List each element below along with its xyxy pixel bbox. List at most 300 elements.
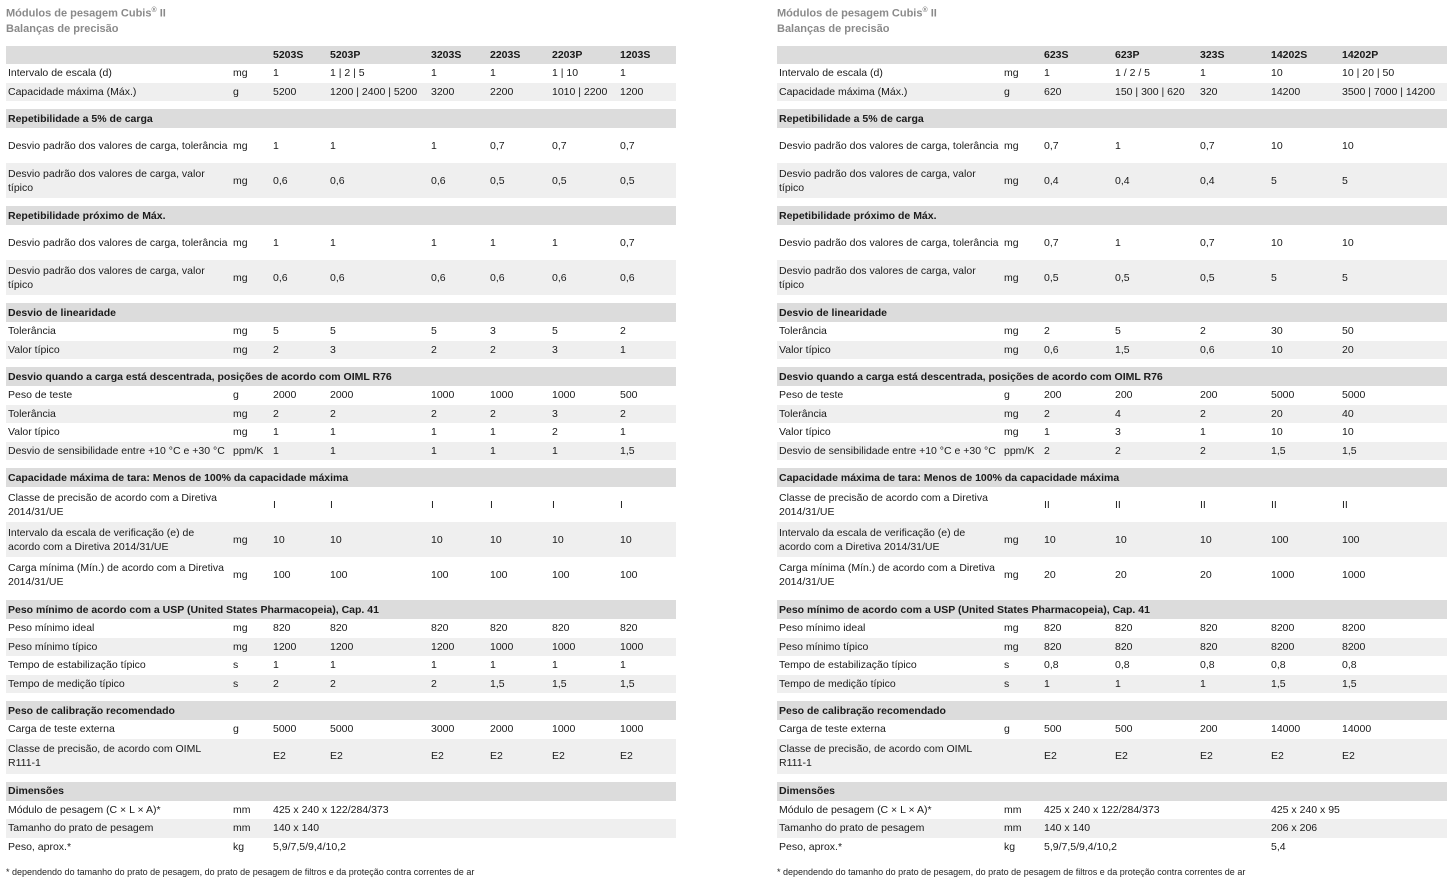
row-label: Peso, aprox.* <box>8 840 72 853</box>
section-header <box>777 468 1447 487</box>
value-cell: 1000 <box>552 389 576 402</box>
value-cell: 0,7 <box>620 236 635 249</box>
value-cell: 4 <box>1115 407 1121 420</box>
value-cell: 10 <box>1271 426 1283 439</box>
section-header <box>6 303 676 322</box>
value-cell: 1 <box>273 67 279 80</box>
value-cell: 0,6 <box>330 271 345 284</box>
spec-row-lin-tip <box>6 341 676 360</box>
value-cell: 1,5 <box>552 677 567 690</box>
value-cell: 820 <box>1044 622 1062 635</box>
row-unit: mg <box>1004 174 1019 187</box>
value-cell: 0,6 <box>1044 343 1059 356</box>
row-label: Classe de precisão, de acordo com OIML R111-1 <box>779 743 972 769</box>
value-cell: 1 <box>273 236 279 249</box>
value-cell: 0,4 <box>1200 174 1215 187</box>
value-cell: 1 / 2 / 5 <box>1115 67 1151 80</box>
spec-row-escala <box>777 64 1447 83</box>
spec-row-dim-mod <box>6 801 676 820</box>
value-cell: 1 <box>552 659 558 672</box>
row-unit: kg <box>1004 840 1016 853</box>
value-cell: 3 <box>330 343 336 356</box>
row-unit: g <box>233 389 239 402</box>
row-label: Tolerância <box>8 325 56 338</box>
row-unit: mg <box>233 533 248 546</box>
value-cell: 2000 <box>330 389 354 402</box>
spec-row-exc-tol <box>6 405 676 424</box>
value-cell: 2 <box>273 677 279 690</box>
row-label: Valor típico <box>8 343 60 356</box>
spec-row-tara-interv <box>6 522 676 557</box>
value-cell: 1 <box>431 444 437 457</box>
section-header <box>777 367 1447 386</box>
value-cell: 0,6 <box>552 271 567 284</box>
row-label: Peso mínimo ideal <box>8 622 95 635</box>
value-cell: 0,5 <box>1044 271 1059 284</box>
value-cell: 500 <box>1044 723 1062 736</box>
spec-row-capacidade <box>777 83 1447 102</box>
value-cell: 0,5 <box>552 174 567 187</box>
value-cell: E2 <box>431 750 444 762</box>
spec-table <box>777 46 1447 856</box>
value-cell: E2 <box>1271 750 1284 762</box>
spacer-cell <box>777 198 1447 206</box>
value-cell: 0,5 <box>1115 271 1130 284</box>
section-header <box>777 109 1447 128</box>
row-label: Peso, aprox.* <box>779 840 843 853</box>
row-unit: g <box>1004 85 1010 98</box>
value-cell: 5000 <box>273 723 297 736</box>
row-label: Peso mínimo típico <box>8 640 98 653</box>
value-cell: 200 <box>1200 723 1218 736</box>
value-cell: 2200 <box>490 85 514 98</box>
blank-cell <box>231 46 271 64</box>
spec-row-exc-tip <box>6 423 676 442</box>
value-cell: 320 <box>1200 85 1218 98</box>
value-cell: 1 <box>273 426 279 439</box>
spec-table <box>6 46 676 856</box>
value-cell: 1 <box>490 444 496 457</box>
value-cell: 3 <box>490 325 496 338</box>
value-cell: 1000 <box>1342 568 1366 581</box>
value-cell: E2 <box>1200 750 1213 762</box>
section-title: Peso mínimo de acordo com a USP (United States Pharmacopeia), Cap. 41 <box>8 603 379 616</box>
value-cell: 100 <box>552 568 570 581</box>
row-unit: mg <box>233 139 248 152</box>
spec-row-exc-tol <box>777 405 1447 424</box>
spec-row-repmax-tip <box>777 260 1447 295</box>
row-unit: mg <box>233 67 248 80</box>
value-cell: 10 <box>1271 343 1283 356</box>
value-cell: 2 <box>490 343 496 356</box>
row-unit: mg <box>233 174 248 187</box>
value-cell: 0,5 <box>620 174 635 187</box>
spacer <box>777 592 1447 600</box>
spec-row-cal-classe <box>6 739 676 774</box>
value-cell: 2 <box>490 407 496 420</box>
value-cell: 2 <box>431 343 437 356</box>
value-cell: 2 <box>273 407 279 420</box>
value-cell: 620 <box>1044 85 1062 98</box>
value-cell: 0,6 <box>330 174 345 187</box>
value-cell: 5200 <box>273 85 297 98</box>
spacer <box>6 359 676 367</box>
row-label: Valor típico <box>8 426 60 439</box>
value-cell: 1 <box>1115 236 1121 249</box>
row-unit: mg <box>1004 407 1019 420</box>
row-label: Desvio padrão dos valores de carga, tolerância <box>8 139 228 152</box>
value-cell: 2 <box>620 407 626 420</box>
value-cell: 1,5 <box>620 677 635 690</box>
row-unit: mg <box>233 343 248 356</box>
value-cell: 1,5 <box>1342 677 1357 690</box>
spec-row-exc-sens <box>6 442 676 461</box>
value-cell: 10 <box>620 533 632 546</box>
value-cell: 100 <box>1271 533 1289 546</box>
spec-row-dim-peso <box>777 838 1447 857</box>
value-cell: 20 <box>1271 407 1283 420</box>
row-label: Desvio de sensibilidade entre +10 °C e +30 °C <box>8 444 225 457</box>
value-cell: 5 <box>273 325 279 338</box>
spacer-cell <box>6 693 676 701</box>
value-cell: 1000 <box>552 640 576 653</box>
spacer-cell <box>6 592 676 600</box>
row-unit: g <box>1004 389 1010 402</box>
spec-row-cal-classe <box>777 739 1447 774</box>
model-header-row <box>777 46 1447 64</box>
row-label: Desvio padrão dos valores de carga, tolerância <box>779 139 999 152</box>
row-unit: mg <box>233 407 248 420</box>
value-cell: 2 <box>330 407 336 420</box>
spacer-cell <box>777 693 1447 701</box>
value-cell: II <box>1044 498 1050 511</box>
value-cell: 2 <box>273 343 279 356</box>
value-cell: 5,9/7,5/9,4/10,2 <box>273 840 346 853</box>
row-label: Desvio padrão dos valores de carga, valor típico <box>779 264 976 291</box>
value-cell: 820 <box>330 622 348 635</box>
section-title: Capacidade máxima de tara: Menos de 100% da capacidade máxima <box>779 471 1120 484</box>
value-cell: 820 <box>273 622 291 635</box>
blank-cell <box>1002 46 1042 64</box>
row-label: Valor típico <box>779 426 831 439</box>
spec-row-lin-tip <box>777 341 1447 360</box>
value-cell: 5000 <box>330 723 354 736</box>
value-cell: 1,5 <box>1271 677 1286 690</box>
value-cell: 0,6 <box>273 174 288 187</box>
row-label: Classe de precisão de acordo com a Diretiva 2014/31/UE <box>779 491 988 518</box>
section-title: Desvio de linearidade <box>779 306 887 319</box>
section-title: Repetibilidade a 5% de carga <box>779 112 924 125</box>
row-label: Tolerância <box>779 407 827 420</box>
row-unit: mg <box>1004 568 1019 581</box>
value-cell: 10 <box>1271 139 1283 152</box>
value-cell: 5 <box>330 325 336 338</box>
section-title: Repetibilidade próximo de Máx. <box>8 209 166 222</box>
section-header <box>6 109 676 128</box>
value-cell: 2000 <box>273 389 297 402</box>
value-cell: 1 <box>620 343 626 356</box>
section-header <box>6 367 676 386</box>
model-name: 1203S <box>620 49 651 61</box>
row-label: Módulo de pesagem (C × L × A)* <box>779 803 932 816</box>
row-unit: g <box>233 723 239 736</box>
spacer <box>6 693 676 701</box>
value-cell: 2 <box>1044 407 1050 420</box>
value-cell: 500 <box>1115 723 1133 736</box>
blank-cell <box>777 46 1002 64</box>
section-title: Desvio quando a carga está descentrada, posições de acordo com OIML R76 <box>779 370 1163 383</box>
section-header <box>777 782 1447 801</box>
title-text: Módulos de pesagem Cubis <box>777 7 923 20</box>
value-cell: 8200 <box>1342 640 1366 653</box>
spacer-cell <box>777 359 1447 367</box>
value-cell: 10 <box>273 533 285 546</box>
value-cell: 1 <box>490 236 496 249</box>
value-cell: 14200 <box>1271 85 1301 98</box>
value-cell: 1 <box>620 426 626 439</box>
value-cell: 50 <box>1342 325 1354 338</box>
spacer <box>777 101 1447 109</box>
value-cell: 2 <box>1200 325 1206 338</box>
row-label: Capacidade máxima (Máx.) <box>8 85 137 98</box>
row-label: Intervalo de escala (d) <box>779 67 883 80</box>
spec-row-tara-min <box>777 557 1447 592</box>
value-cell: 10 <box>490 533 502 546</box>
spec-row-exc-sens <box>777 442 1447 461</box>
value-cell: 820 <box>1115 622 1133 635</box>
value-cell: 140 x 140 <box>273 822 320 835</box>
value-cell: 1,5 <box>620 444 635 457</box>
row-label: Intervalo da escala de verificação (e) de acordo com a Diretiva 2014/31/UE <box>8 526 195 553</box>
value-cell: 1 <box>1200 677 1206 690</box>
spec-page-left <box>6 0 676 856</box>
spec-row-tara-classe <box>6 487 676 522</box>
value-cell: 425 x 240 x 95 <box>1271 803 1340 816</box>
row-label: Desvio padrão dos valores de carga, tolerância <box>8 236 228 249</box>
spacer <box>6 101 676 109</box>
spacer-cell <box>6 101 676 109</box>
spacer <box>6 460 676 468</box>
spacer <box>6 592 676 600</box>
footnote-right: * dependendo do tamanho do prato de pesagem, do prato de pesagem de filtros e da proteção contra correntes de ar <box>777 867 1246 877</box>
spec-row-rep5-tol <box>6 128 676 163</box>
value-cell: 20 <box>1044 568 1056 581</box>
value-cell: 0,8 <box>1200 659 1215 672</box>
value-cell: 1 <box>431 67 437 80</box>
registered-mark: ® <box>922 7 928 14</box>
model-name: 5203S <box>273 49 304 61</box>
spec-row-dim-prato <box>777 819 1447 838</box>
page-header <box>6 0 676 46</box>
value-cell: 820 <box>1200 622 1218 635</box>
section-title: Desvio quando a carga está descentrada, posições de acordo com OIML R76 <box>8 370 392 383</box>
value-cell: 20 <box>1115 568 1127 581</box>
row-label: Desvio padrão dos valores de carga, valor típico <box>8 167 205 194</box>
row-label: Tempo de medição típico <box>779 677 896 690</box>
value-cell: 1 <box>431 236 437 249</box>
row-unit: mg <box>1004 236 1019 249</box>
row-label: Desvio de sensibilidade entre +10 °C e +30 °C <box>779 444 996 457</box>
row-unit <box>1002 739 1042 774</box>
section-header <box>777 701 1447 720</box>
section-header <box>6 206 676 225</box>
spec-row-cal-carga <box>6 720 676 739</box>
spec-row-lin-tol <box>777 322 1447 341</box>
value-cell: 1,5 <box>490 677 505 690</box>
value-cell: I <box>490 498 493 511</box>
row-label: Peso mínimo ideal <box>779 622 866 635</box>
value-cell: 8200 <box>1271 622 1295 635</box>
value-cell: II <box>1271 498 1277 511</box>
value-cell: 3 <box>552 343 558 356</box>
row-unit: s <box>1004 677 1010 690</box>
row-label: Desvio padrão dos valores de carga, valor típico <box>8 264 205 291</box>
row-unit: mg <box>1004 533 1019 546</box>
value-cell: 5 <box>552 325 558 338</box>
row-unit: mm <box>233 822 251 835</box>
row-unit: mg <box>1004 67 1019 80</box>
value-cell: 40 <box>1342 407 1354 420</box>
value-cell: 0,8 <box>1271 659 1286 672</box>
value-cell: I <box>431 498 434 511</box>
spec-page-right <box>777 0 1447 856</box>
row-unit: mg <box>1004 325 1019 338</box>
section-title: Repetibilidade a 5% de carga <box>8 112 153 125</box>
row-unit <box>231 739 271 774</box>
value-cell: 1 <box>1115 677 1121 690</box>
value-cell: 10 <box>1271 236 1283 249</box>
spacer <box>6 198 676 206</box>
value-cell: 425 x 240 x 122/284/373 <box>1044 803 1160 816</box>
value-cell: 2 <box>431 407 437 420</box>
section-title: Peso mínimo de acordo com a USP (United States Pharmacopeia), Cap. 41 <box>779 603 1150 616</box>
value-cell: 820 <box>490 622 508 635</box>
section-title: Peso de calibração recomendado <box>8 704 175 717</box>
value-cell: 10 <box>1342 139 1354 152</box>
value-cell: 1 | 10 <box>552 67 579 80</box>
spacer-cell <box>777 592 1447 600</box>
value-cell: E2 <box>1044 750 1057 762</box>
value-cell: 1,5 <box>1115 343 1130 356</box>
value-cell: 10 | 20 | 50 <box>1342 67 1395 80</box>
model-name: 623S <box>1044 49 1069 61</box>
value-cell: 2 <box>431 677 437 690</box>
value-cell: 0,7 <box>490 139 505 152</box>
value-cell: E2 <box>273 750 286 762</box>
value-cell: E2 <box>490 750 503 762</box>
value-cell: 500 <box>620 389 638 402</box>
value-cell: 1200 <box>330 640 354 653</box>
section-title: Capacidade máxima de tara: Menos de 100% da capacidade máxima <box>8 471 349 484</box>
row-unit: mg <box>1004 271 1019 284</box>
value-cell: 206 x 206 <box>1271 822 1318 835</box>
row-label: Valor típico <box>779 343 831 356</box>
value-cell: 2 <box>330 677 336 690</box>
section-header <box>6 701 676 720</box>
value-cell: 1 <box>620 67 626 80</box>
value-cell: 2 <box>620 325 626 338</box>
row-unit: mm <box>1004 803 1022 816</box>
value-cell: 200 <box>1115 389 1133 402</box>
spacer-cell <box>6 774 676 782</box>
value-cell: 0,6 <box>273 271 288 284</box>
section-header <box>6 600 676 619</box>
spacer-cell <box>777 774 1447 782</box>
value-cell: 820 <box>1044 640 1062 653</box>
value-cell: 200 <box>1044 389 1062 402</box>
value-cell: 0,7 <box>1044 139 1059 152</box>
value-cell: 1 <box>620 659 626 672</box>
row-unit: mg <box>1004 343 1019 356</box>
spec-row-capacidade <box>6 83 676 102</box>
spec-row-repmax-tip <box>6 260 676 295</box>
row-unit: g <box>1004 723 1010 736</box>
value-cell: 10 <box>1044 533 1056 546</box>
spec-row-usp-estab <box>6 656 676 675</box>
value-cell: 1 <box>490 67 496 80</box>
spec-row-exc-peso <box>777 386 1447 405</box>
value-cell: 1,5 <box>1271 444 1286 457</box>
row-label: Peso de teste <box>779 389 844 402</box>
row-label: Tamanho do prato de pesagem <box>779 822 925 835</box>
model-name: 2203P <box>552 49 583 61</box>
row-label: Peso de teste <box>8 389 73 402</box>
value-cell: 1 <box>1115 139 1121 152</box>
value-cell: 100 <box>490 568 508 581</box>
value-cell: 0,6 <box>431 174 446 187</box>
value-cell: 10 <box>552 533 564 546</box>
value-cell: 820 <box>1115 640 1133 653</box>
value-cell: 8200 <box>1342 622 1366 635</box>
spacer <box>777 693 1447 701</box>
value-cell: 1 <box>431 139 437 152</box>
model-name: 2203S <box>490 49 521 61</box>
spec-row-repmax-tol <box>777 225 1447 260</box>
value-cell: 0,4 <box>1115 174 1130 187</box>
page-subtitle: Balanças de precisão <box>777 22 890 35</box>
spec-row-escala <box>6 64 676 83</box>
spacer-cell <box>6 460 676 468</box>
value-cell: 0,8 <box>1044 659 1059 672</box>
spacer <box>6 295 676 303</box>
page-header <box>777 0 1447 46</box>
value-cell: 2 <box>1044 325 1050 338</box>
row-label: Tempo de medição típico <box>8 677 125 690</box>
row-unit: kg <box>233 840 245 853</box>
row-unit: mg <box>1004 622 1019 635</box>
row-label: Tempo de estabilização típico <box>8 659 146 672</box>
registered-mark: ® <box>151 7 157 14</box>
spec-row-rep5-tip <box>777 163 1447 198</box>
value-cell: 140 x 140 <box>1044 822 1091 835</box>
page-subtitle: Balanças de precisão <box>6 22 119 35</box>
value-cell: 1 <box>1200 67 1206 80</box>
row-label: Peso mínimo típico <box>779 640 869 653</box>
value-cell: 5,4 <box>1271 840 1286 853</box>
spec-row-usp-estab <box>777 656 1447 675</box>
value-cell: 0,6 <box>431 271 446 284</box>
value-cell: 820 <box>1200 640 1218 653</box>
value-cell: 1 <box>330 139 336 152</box>
value-cell: E2 <box>552 750 565 762</box>
value-cell: 14000 <box>1271 723 1301 736</box>
value-cell: 0,5 <box>1200 271 1215 284</box>
row-unit: s <box>233 677 239 690</box>
value-cell: 1000 <box>620 723 644 736</box>
value-cell: 10 <box>1200 533 1212 546</box>
value-cell: 1000 <box>620 640 644 653</box>
value-cell: 1200 <box>431 640 455 653</box>
